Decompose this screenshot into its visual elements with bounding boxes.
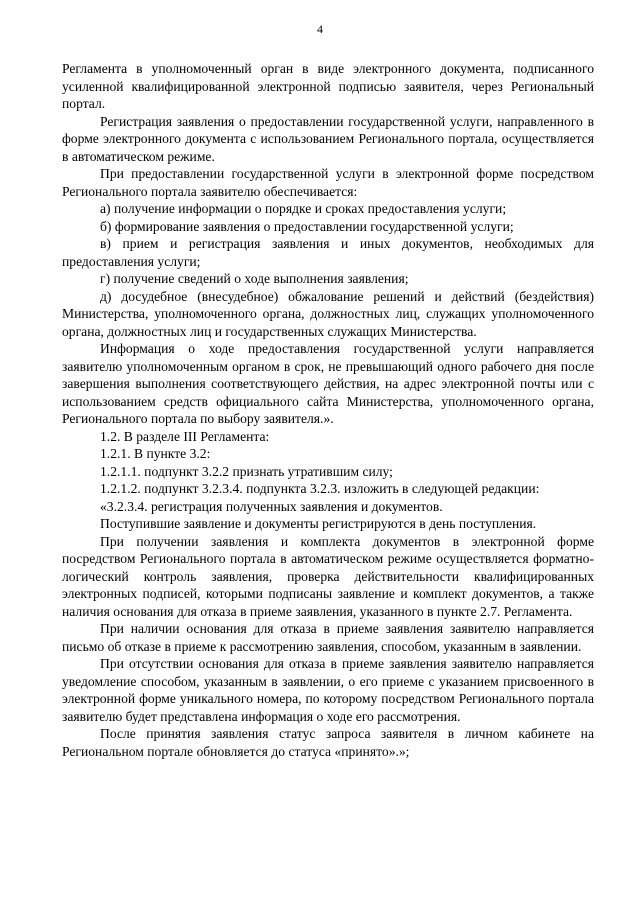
page-number: 4	[317, 22, 323, 36]
list-item: д) досудебное (внесудебное) обжалование решений и действий (бездействия) Министерства, уполномоченного органа, должностных лиц, служащих уполномоченного органа, должностных лиц и государственных служащих Министерства.	[62, 288, 594, 339]
list-item: г) получение сведений о ходе выполнения заявления;	[100, 271, 409, 286]
paragraph: Информация о ходе предоставления государственной услуги направляется заявителю уполномоченным органом в срок, не превышающий одного рабочего дня после завершения выполнения соответствующего действия, на адрес электронной почты или с использованием средств официального сайта Министерства, уполномоченного органа, Регионального портала по выбору заявителя.».	[62, 341, 594, 426]
list-item: в) прием и регистрация заявления и иных документов, необходимых для предоставления услуги;	[62, 236, 594, 269]
paragraph: Регистрация заявления о предоставлении государственной услуги, направленного в форме электронного документа с использованием Регионального портала, осуществляется в автоматическом режиме.	[62, 113, 594, 164]
paragraph: При отсутствии основания для отказа в приеме заявления заявителю направляется уведомление способом, указанным в заявлении, о его приеме с указанием присвоенного в электронной форме уникального номера, по которому посредством Регионального портала заявителю будет представлена информация о ходе его рассмотрения.	[62, 656, 594, 724]
paragraph: Поступившие заявление и документы регистрируются в день поступления.	[100, 516, 537, 531]
paragraph: При получении заявления и комплекта документов в электронной форме посредством Регионального портала в автоматическом режиме осуществляется форматно-логический контроль заявления, проверка действительности квалифицированных электронных подписей, которыми подписаны заявление и комплект документов, а также наличия основания для отказа в приеме заявления, указанного в пункте 2.7. Регламента.	[62, 533, 594, 619]
section-heading: 1.2. В разделе III Регламента:	[100, 428, 270, 444]
list-item: б) формирование заявления о предоставлении государственной услуги;	[100, 218, 514, 234]
clause: 1.2.1. В пункте 3.2:	[100, 446, 211, 461]
clause: 1.2.1.1. подпункт 3.2.2 признать утратившим силу;	[100, 463, 393, 479]
document-body	[62, 60, 594, 760]
paragraph: Регламента в уполномоченный орган в виде электронного документа, подписанного усиленной квалифицированной электронной подписью заявителя, через Региональный портал.	[62, 61, 594, 111]
paragraph: После принятия заявления статус запроса заявителя в личном кабинете на Региональном портале обновляется до статуса «принято».»;	[62, 726, 594, 759]
list-item: а) получение информации о порядке и сроках предоставления услуги;	[100, 201, 507, 216]
paragraph: При наличии основания для отказа в приеме заявления заявителю направляется письмо об отказе в приеме к рассмотрению заявления, способом, указанным в заявлении.	[62, 621, 594, 654]
clause: «3.2.3.4. регистрация полученных заявления и документов.	[100, 498, 443, 514]
paragraph: При предоставлении государственной услуги в электронной форме посредством Регионального портала заявителю обеспечивается:	[62, 166, 594, 199]
clause: 1.2.1.2. подпункт 3.2.3.4. подпункта 3.2.3. изложить в следующей редакции:	[100, 481, 540, 496]
